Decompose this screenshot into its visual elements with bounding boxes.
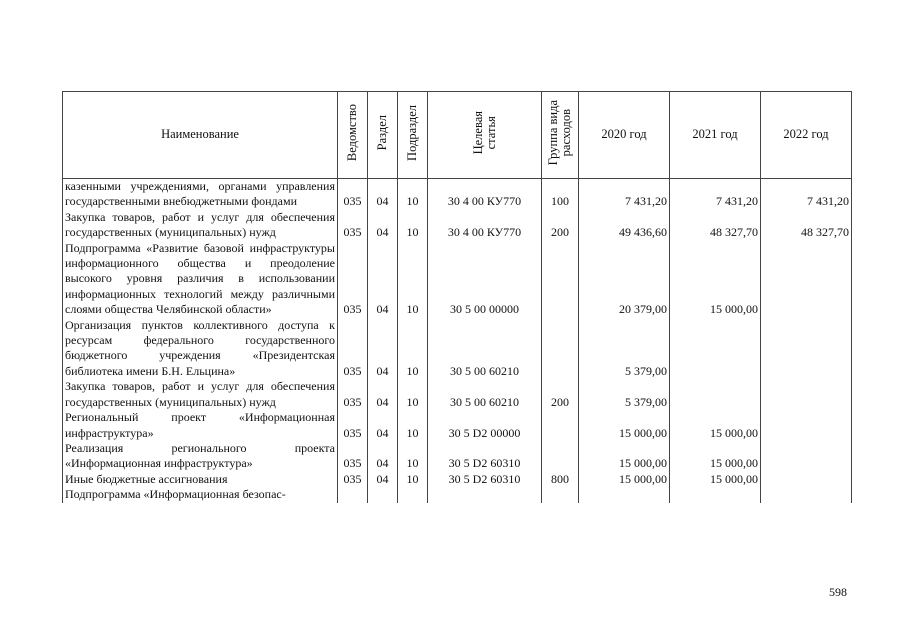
row-vedomstvo: 035 — [338, 318, 368, 380]
row-gruppa — [542, 410, 579, 441]
row-2020: 7 431,20 — [579, 179, 670, 210]
row-podrazdel: 10 — [398, 241, 428, 318]
row-2020: 20 379,00 — [579, 241, 670, 318]
row-2022: 48 327,70 — [761, 210, 852, 241]
header-podrazdel-label: Подраздел — [405, 104, 419, 161]
row-podrazdel: 10 — [398, 179, 428, 210]
row-tselevaya: 30 5 00 60210 — [428, 379, 542, 410]
row-2021 — [670, 318, 761, 380]
row-tselevaya: 30 5 00 00000 — [428, 241, 542, 318]
table-row — [63, 241, 852, 318]
row-tselevaya: 30 5 D2 60310 — [428, 472, 542, 487]
row-gruppa — [542, 441, 579, 472]
table-row — [63, 318, 852, 380]
row-2020: 15 000,00 — [579, 410, 670, 441]
row-2021: 48 327,70 — [670, 210, 761, 241]
row-name: Организация пунктов коллективного доступа к ресурсам федерального государственного бюджетного учреждения «Президентская библиотека имени Б.Н. Ельцина» — [63, 318, 338, 380]
row-podrazdel: 10 — [398, 210, 428, 241]
row-2022 — [761, 472, 852, 487]
row-2021: 15 000,00 — [670, 441, 761, 472]
header-row — [63, 92, 852, 179]
row-tselevaya: 30 4 00 КУ770 — [428, 179, 542, 210]
page-number: 598 — [829, 585, 847, 599]
header-2022: 2022 год — [761, 92, 852, 179]
row-podrazdel: 10 — [398, 318, 428, 380]
row-razdel: 04 — [368, 179, 398, 210]
row-razdel: 04 — [368, 472, 398, 487]
table-row — [63, 441, 852, 472]
row-2022: 7 431,20 — [761, 179, 852, 210]
row-2022 — [761, 487, 852, 502]
row-2021 — [670, 379, 761, 410]
row-razdel: 04 — [368, 318, 398, 380]
row-gruppa: 200 — [542, 379, 579, 410]
row-2021: 15 000,00 — [670, 241, 761, 318]
row-tselevaya: 30 4 00 КУ770 — [428, 210, 542, 241]
row-2022 — [761, 410, 852, 441]
table-row — [63, 179, 852, 210]
row-razdel: 04 — [368, 441, 398, 472]
table-row — [63, 487, 852, 502]
row-tselevaya: 30 5 00 60210 — [428, 318, 542, 380]
row-razdel: 04 — [368, 241, 398, 318]
row-2022 — [761, 379, 852, 410]
header-podrazdel — [398, 92, 428, 179]
row-2021 — [670, 487, 761, 502]
header-gruppa-line1: Группа вида — [546, 100, 560, 166]
header-tselevaya-line1: Целевая — [470, 111, 485, 155]
row-2020: 5 379,00 — [579, 379, 670, 410]
header-vedomstvo — [338, 92, 368, 179]
row-tselevaya — [428, 487, 542, 502]
header-razdel — [368, 92, 398, 179]
row-name: Региональный проект «Информационная инфраструктура» — [63, 410, 338, 441]
budget-table — [62, 91, 852, 503]
row-gruppa — [542, 318, 579, 380]
row-vedomstvo: 035 — [338, 379, 368, 410]
table-row — [63, 410, 852, 441]
row-vedomstvo: 035 — [338, 241, 368, 318]
header-vedomstvo-label: Ведомство — [345, 104, 359, 162]
header-2021: 2021 год — [670, 92, 761, 179]
header-gruppa-line2: расходов — [559, 109, 573, 157]
row-2020: 15 000,00 — [579, 441, 670, 472]
row-2022 — [761, 241, 852, 318]
row-razdel: 04 — [368, 410, 398, 441]
row-name: Подпрограмма «Развитие базовой инфраструктуры информационного общества и преодоление высокого уровня различия в использовании информационных технологий между различными слоями общества Челябинской области» — [63, 241, 338, 318]
header-razdel-label: Раздел — [375, 115, 389, 151]
row-2021: 15 000,00 — [670, 472, 761, 487]
row-2020: 15 000,00 — [579, 472, 670, 487]
row-gruppa — [542, 241, 579, 318]
row-2020: 49 436,60 — [579, 210, 670, 241]
row-name: Иные бюджетные ассигнования — [63, 472, 338, 487]
row-2022 — [761, 441, 852, 472]
row-podrazdel — [398, 487, 428, 502]
row-vedomstvo: 035 — [338, 179, 368, 210]
row-gruppa — [542, 487, 579, 502]
row-gruppa: 200 — [542, 210, 579, 241]
row-tselevaya: 30 5 D2 00000 — [428, 410, 542, 441]
row-razdel: 04 — [368, 379, 398, 410]
row-name: Закупка товаров, работ и услуг для обеспечения государственных (муниципальных) нужд — [63, 210, 338, 241]
row-podrazdel: 10 — [398, 472, 428, 487]
header-gruppa-label — [547, 100, 573, 165]
row-tselevaya: 30 5 D2 60310 — [428, 441, 542, 472]
row-2022 — [761, 318, 852, 380]
row-vedomstvo: 035 — [338, 210, 368, 241]
table-row — [63, 210, 852, 241]
row-2021: 7 431,20 — [670, 179, 761, 210]
header-tselevaya-line2: статья — [483, 116, 498, 150]
header-tselevaya-statya — [428, 92, 542, 179]
row-razdel — [368, 487, 398, 502]
row-vedomstvo — [338, 487, 368, 502]
row-name: Реализация регионального проекта «Информационная инфраструктура» — [63, 441, 338, 472]
row-name: Подпрограмма «Информационная безопас- — [63, 487, 338, 502]
row-2021: 15 000,00 — [670, 410, 761, 441]
row-2020 — [579, 487, 670, 502]
row-gruppa: 100 — [542, 179, 579, 210]
row-vedomstvo: 035 — [338, 441, 368, 472]
row-podrazdel: 10 — [398, 441, 428, 472]
table-row — [63, 472, 852, 487]
row-2020: 5 379,00 — [579, 318, 670, 380]
header-tselevaya-label — [472, 111, 498, 154]
row-name: казенными учреждениями, органами управления государственными внебюджетными фондами — [63, 179, 338, 210]
row-gruppa: 800 — [542, 472, 579, 487]
row-vedomstvo: 035 — [338, 410, 368, 441]
table-row — [63, 379, 852, 410]
row-podrazdel: 10 — [398, 379, 428, 410]
header-gruppa-vida — [542, 92, 579, 179]
header-2020: 2020 год — [579, 92, 670, 179]
row-vedomstvo: 035 — [338, 472, 368, 487]
row-razdel: 04 — [368, 210, 398, 241]
row-podrazdel: 10 — [398, 410, 428, 441]
header-name: Наименование — [63, 92, 338, 179]
row-name: Закупка товаров, работ и услуг для обеспечения государственных (муниципальных) нужд — [63, 379, 338, 410]
